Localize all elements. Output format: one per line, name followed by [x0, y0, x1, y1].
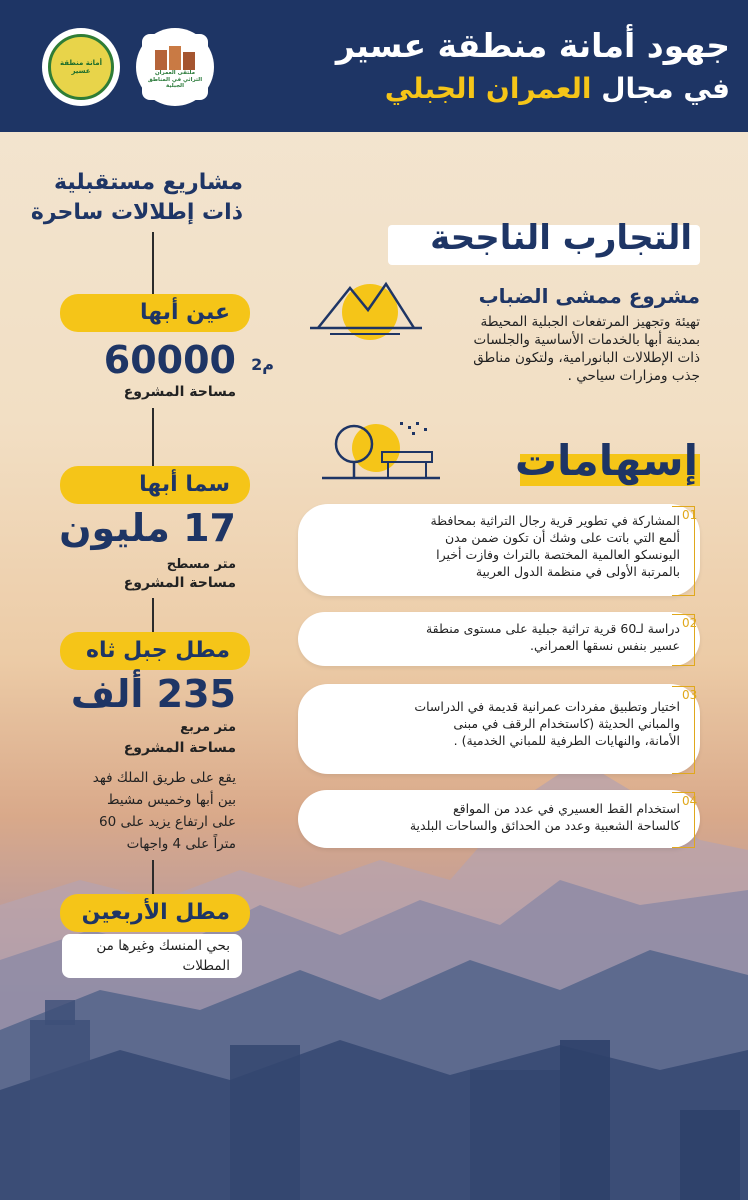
project-unit-sama-abha: متر مسطح — [166, 557, 236, 572]
project-value-ain-abha: 60000 — [103, 338, 236, 382]
contrib-line: ألمع التي باتت على وشك أن تكون ضمن مدن — [445, 530, 680, 545]
contrib-card-01 — [298, 504, 700, 596]
contrib-line: كالساحة الشعبية وعدد من الحدائق والساحات البلدية — [409, 818, 680, 833]
success-project-title: مشروع ممشى الضباب — [478, 284, 700, 308]
contrib-number: 04 — [682, 794, 698, 808]
project-pill-sama-abha: سما أبها — [60, 466, 250, 504]
project-unit-jabal-thah: متر مربع — [180, 720, 236, 735]
contrib-number: 03 — [682, 688, 698, 702]
page-title: جهود أمانة منطقة عسير — [335, 26, 730, 65]
future-heading-line2: ذات إطلالات ساحرة — [30, 200, 243, 225]
park-tree-bench-icon — [318, 418, 444, 482]
project-label-ain-abha: مساحة المشروع — [123, 384, 236, 400]
desc-line: ذات الإطلالات البانورامية، ولتكون مناطق — [473, 350, 700, 366]
project-label-jabal-thah: مساحة المشروع — [123, 740, 236, 756]
page-subtitle — [385, 72, 730, 105]
subtitle-highlight: العمران الجبلي — [384, 72, 592, 105]
desc-line: بين أبها وخميس مشيط — [107, 792, 236, 808]
subtitle-prefix: في مجال — [601, 72, 730, 105]
contrib-line: المشاركة في تطوير قرية رجال التراثية بمحافظة — [430, 513, 680, 528]
contrib-card-04 — [298, 790, 700, 848]
contrib-line: الأمانة، والنهايات الطرفية للمباني الخدمية) . — [453, 733, 680, 748]
project-desc-arbaeen — [62, 934, 242, 978]
heritage-building-icon — [153, 44, 197, 70]
contrib-number: 01 — [682, 508, 698, 522]
contrib-line: عسير بنفس نسقها العمراني. — [529, 638, 680, 653]
project-pill-ain-abha: عين أبها — [60, 294, 250, 332]
desc-line: تهيئة وتجهيز المرتفعات الجبلية المحيطة — [480, 314, 700, 330]
desc-line: المطلات — [182, 958, 230, 974]
header-bar — [0, 0, 748, 132]
mountain-sun-icon — [310, 270, 422, 340]
desc-line: جذب ومزارات سياحي . — [567, 368, 700, 384]
desc-line: بمدينة أبها بالخدمات الأساسية والجلسات — [473, 332, 700, 348]
contrib-card-03 — [298, 684, 700, 774]
success-heading: التجارب الناجحة — [430, 218, 692, 258]
contrib-line: بالمرتبة الأولى في منظمة الدول العربية — [475, 564, 680, 579]
contrib-number: 02 — [682, 616, 698, 630]
contrib-line: استخدام القط العسيري في عدد من المواقع — [452, 801, 680, 816]
contrib-line: اليونسكو العالمية المختصة بالتراث وفازت أخيرا — [436, 547, 680, 562]
contrib-line: والمباني الحديثة (كاستخدام الرقف في مبنى — [453, 716, 680, 731]
future-heading-line1: مشاريع مستقبلية — [54, 170, 243, 195]
project-value-jabal-thah: 235 ألف — [70, 672, 236, 716]
contrib-line: اختيار وتطبيق مفردات عمرانية قديمة في الدراسات — [414, 699, 680, 714]
contrib-line: دراسة لـ60 قرية تراثية جبلية على مستوى منطقة — [425, 621, 680, 636]
project-unit-ain-abha: م2 — [251, 355, 274, 374]
logo2-text: ملتقى العمران التراثي في المناطق الجبلية — [147, 70, 203, 90]
asir-municipality-logo — [42, 28, 120, 106]
project-pill-arbaeen: مطل الأربعين — [60, 894, 250, 932]
desc-line: يقع على طريق الملك فهد — [92, 770, 236, 786]
project-value-sama-abha: 17 مليون — [59, 506, 236, 550]
project-pill-jabal-thah: مطل جبل ثاه — [60, 632, 250, 670]
desc-line: على ارتفاع يزيد على 60 — [99, 814, 236, 830]
desc-line: بحي المنسك وغيرها من — [96, 938, 230, 954]
heritage-forum-logo — [136, 28, 214, 106]
desc-line: متراً على 4 واجهات — [126, 836, 236, 852]
logo1-text: أمانة منطقة عسير — [60, 58, 102, 75]
project-label-sama-abha: مساحة المشروع — [123, 575, 236, 591]
contrib-heading: إسهامات — [514, 436, 698, 485]
contrib-card-02 — [298, 612, 700, 666]
